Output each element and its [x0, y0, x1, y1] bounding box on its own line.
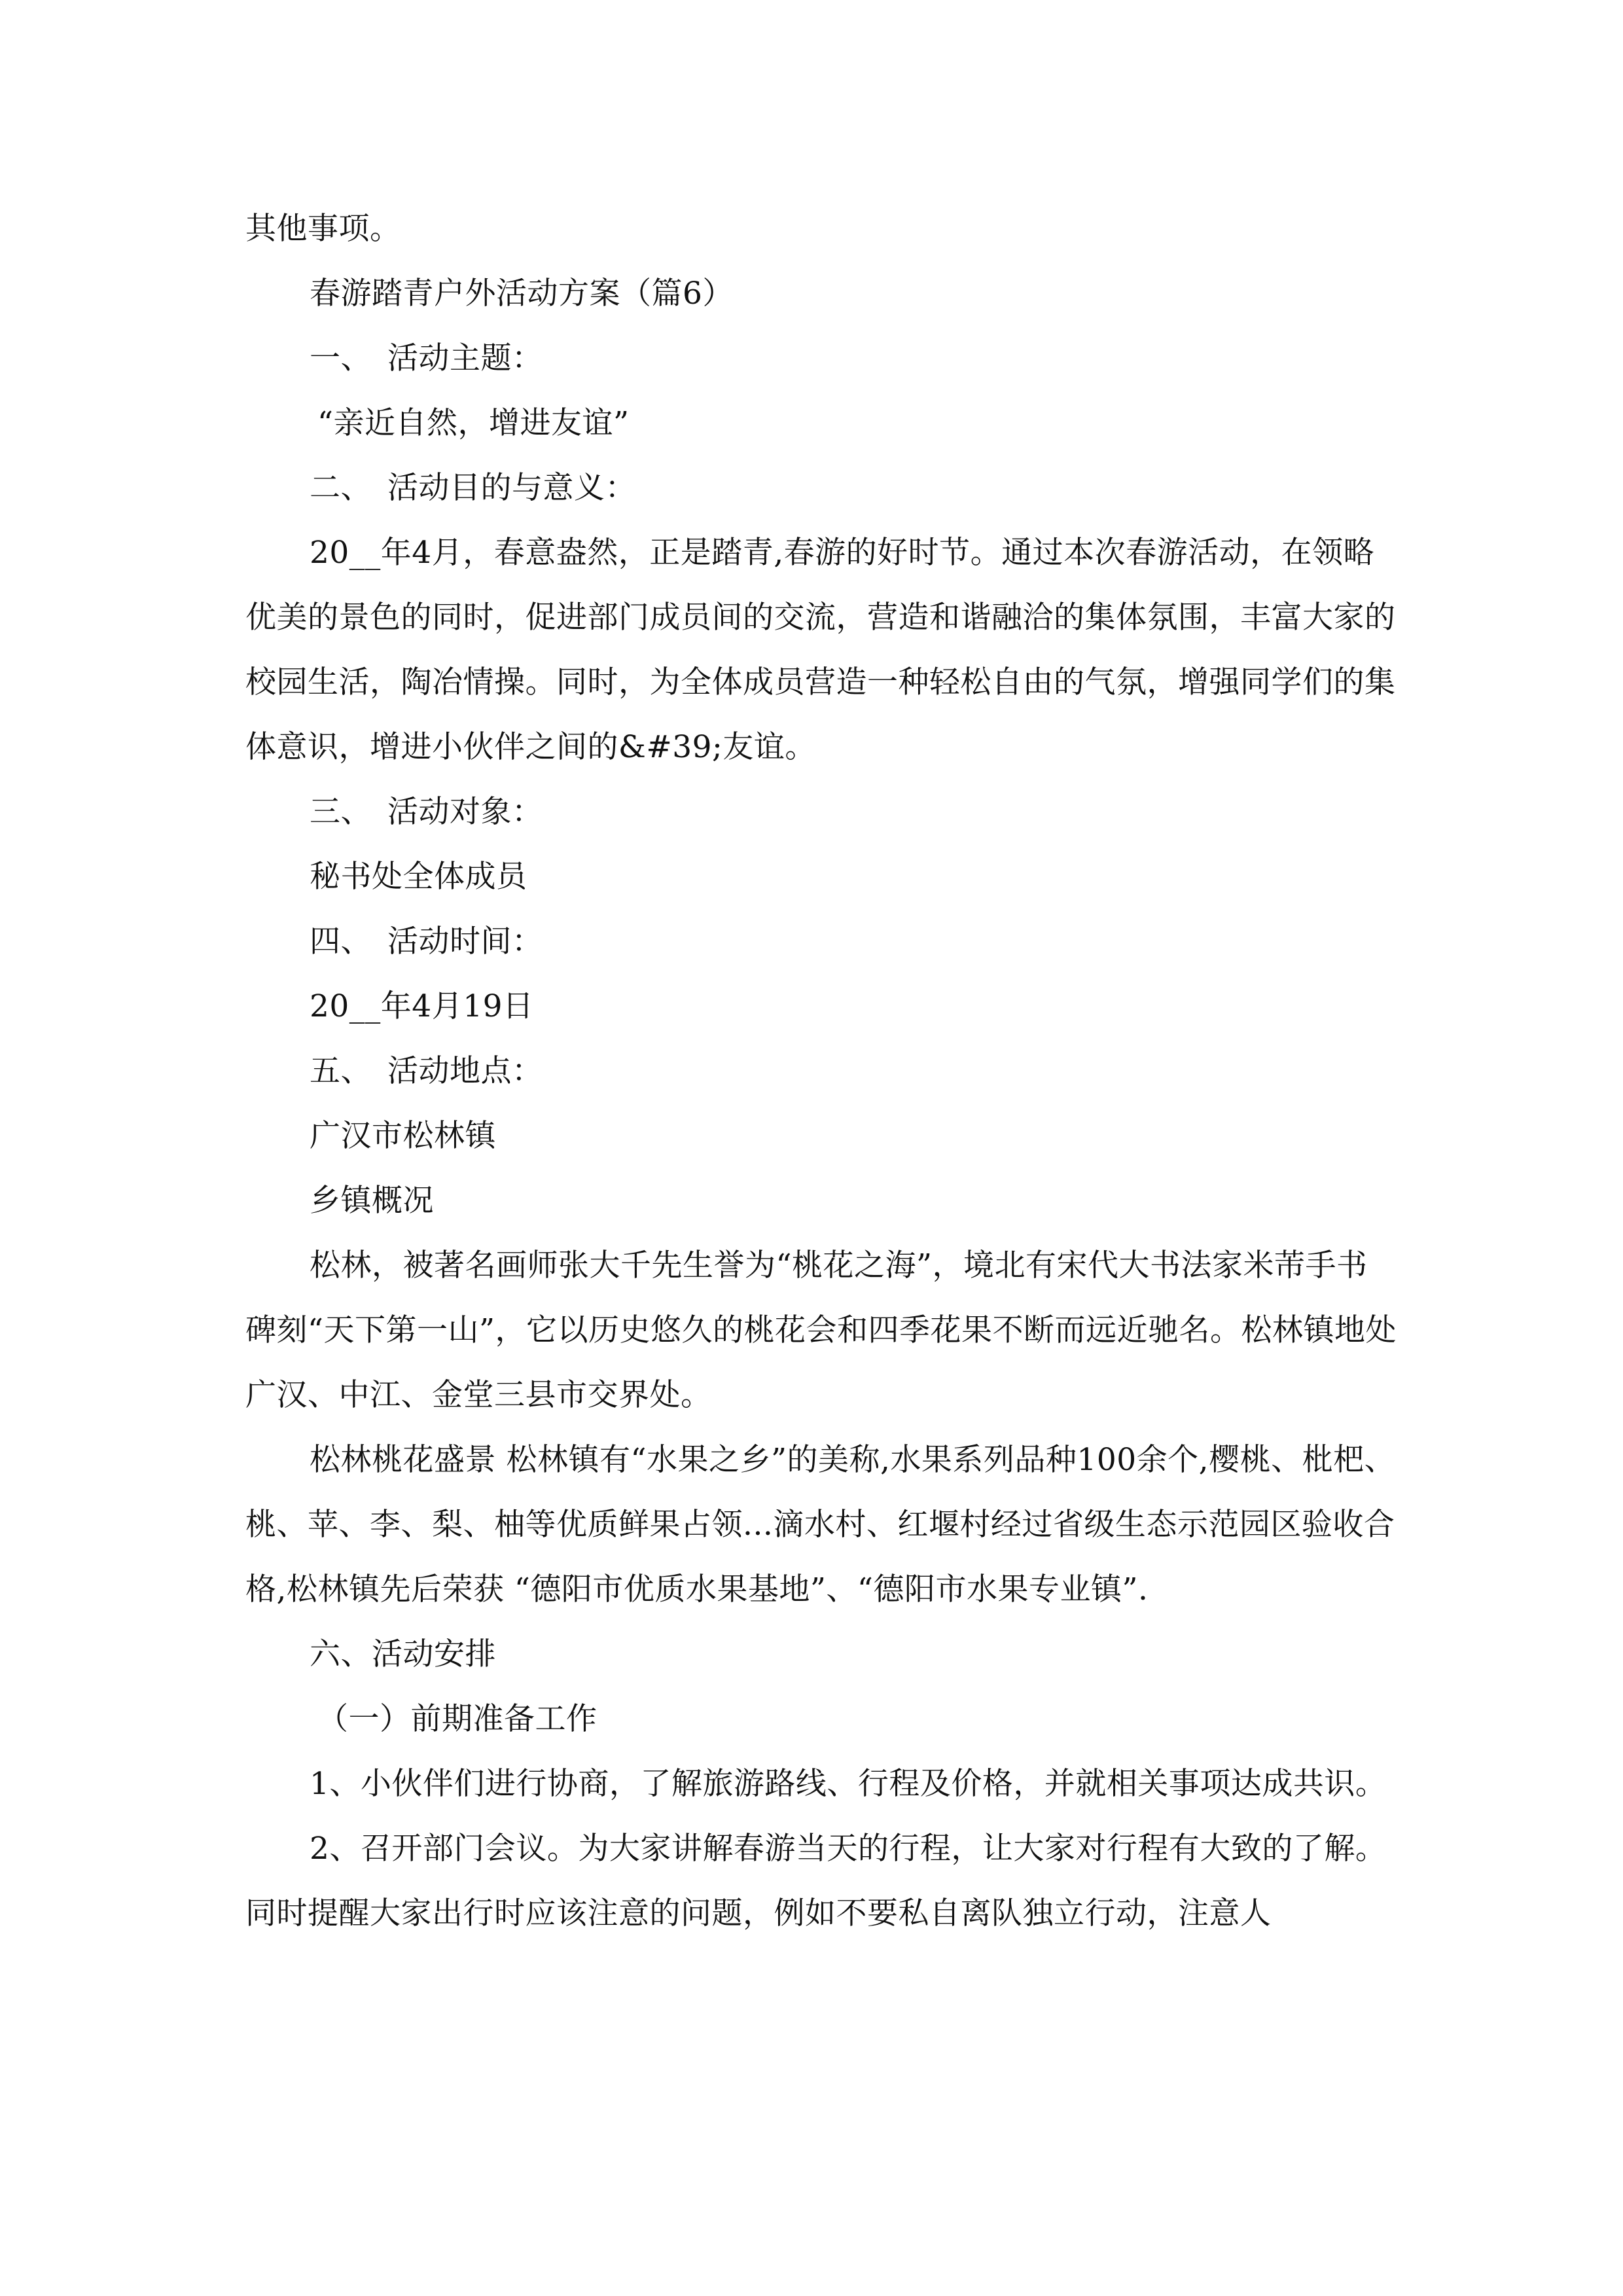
heading-arrangement: 六、活动安排	[310, 1636, 496, 1672]
heading-location: 五、 活动地点：	[310, 1053, 543, 1089]
location-text: 广汉市松林镇	[310, 1118, 496, 1154]
heading-purpose: 二、 活动目的与意义：	[310, 470, 636, 506]
subheading-preparation: （一）前期准备工作	[317, 1701, 597, 1737]
document-body	[245, 196, 1397, 1946]
preparation-item-1: 1、小伙伴们进行协商，了解旅游路线、行程及价格，并就相关事项达成共识。	[310, 1766, 1387, 1802]
heading-theme: 一、 活动主题：	[310, 340, 543, 376]
audience-text: 秘书处全体成员	[310, 859, 527, 895]
town-overview-paragraph: 松林，被著名画师张大千先生誉为“桃花之海”，境北有宋代大书法家米芾手书碑刻“天下第一山”，它以历史悠久的桃花会和四季花果不断而远近驰名。松林镇地处广汉、中江、金堂三县市交界处。	[245, 1247, 1397, 1413]
heading-audience: 三、 活动对象：	[310, 794, 543, 830]
time-text: 20__年4月19日	[310, 988, 534, 1024]
theme-slogan: “亲近自然，增进友谊”	[317, 405, 630, 441]
town-overview-heading: 乡镇概况	[310, 1183, 434, 1219]
peach-blossom-paragraph: 松林桃花盛景 松林镇有“水果之乡”的美称,水果系列品种100余个,樱桃、枇杷、桃、苹、李、梨、柚等优质鲜果占领...滴水村、红堰村经过省级生态示范园区验收合格,松林镇先后荣获 “德阳市优质水果基地”、“德阳市水果专业镇”.	[245, 1442, 1396, 1607]
paragraph-continuation: 其他事项。	[245, 211, 401, 247]
heading-time: 四、 活动时间：	[310, 924, 543, 960]
section-title: 春游踏青户外活动方案（篇6）	[310, 276, 734, 312]
purpose-paragraph: 20__年4月，春意盎然，正是踏青,春游的好时节。通过本次春游活动，在领略优美的景色的同时，促进部门成员间的交流，营造和谐融洽的集体氛围，丰富大家的校园生活，陶冶情操。同时，为全体成员营造一种轻松自由的气氛，增强同学们的集体意识，增进小伙伴之间的&#39;友谊。	[245, 535, 1396, 765]
preparation-item-2: 2、召开部门会议。为大家讲解春游当天的行程，让大家对行程有大致的了解。同时提醒大家出行时应该注意的问题，例如不要私自离队独立行动，注意人	[245, 1831, 1387, 1931]
